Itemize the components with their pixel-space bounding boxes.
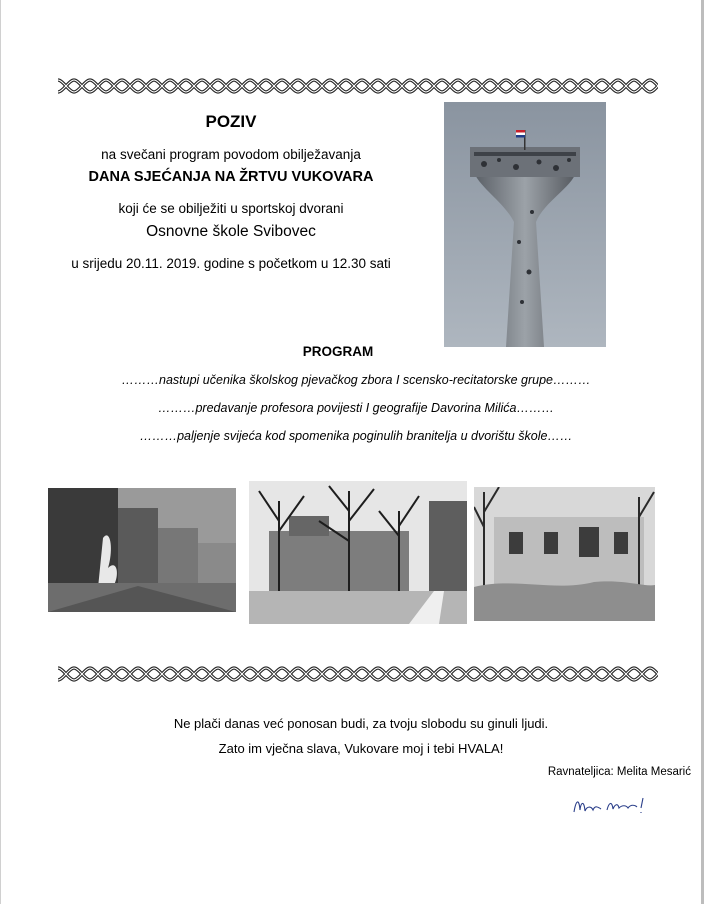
program-item-2: ………predavanje profesora povijesti I geografije Davorina Milića……… bbox=[157, 401, 554, 415]
invitation-line2: koji će se obilježiti u sportskoj dvorani bbox=[118, 201, 344, 216]
school-name: Osnovne škole Svibovec bbox=[146, 223, 316, 240]
ruined-building-photo bbox=[474, 487, 655, 621]
event-headline: DANA SJEĆANJA NA ŽRTVU VUKOVARA bbox=[88, 169, 374, 185]
closing-verse-1: Ne plači danas već ponosan budi, za tvoju slobodu su ginuli ljudi. bbox=[173, 716, 549, 731]
invitation-title: POZIV bbox=[205, 112, 257, 131]
burning-street-photo bbox=[48, 488, 236, 612]
invitation-line1: na svečani program povodom obilježavanja bbox=[101, 147, 361, 162]
damaged-park-photo bbox=[249, 481, 467, 624]
water-tower-photo bbox=[444, 102, 606, 347]
program-heading: PROGRAM bbox=[302, 344, 374, 359]
event-datetime: u srijedu 20.11. 2019. godine s početkom u 12.30 sati bbox=[71, 256, 391, 271]
principal-signature-label: Ravnateljica: Melita Mesarić bbox=[547, 766, 691, 778]
braid-divider-bottom bbox=[58, 665, 658, 683]
handwritten-signature bbox=[571, 790, 651, 820]
program-item-1: ………nastupi učenika školskog pjevačkog zbora I scensko-recitatorske grupe……… bbox=[121, 373, 591, 387]
closing-verse-2: Zato im vječna slava, Vukovare moj i tebi HVALA! bbox=[218, 741, 504, 756]
braid-divider-top bbox=[58, 77, 658, 95]
program-item-3: ………paljenje svijeća kod spomenika poginulih branitelja u dvorištu škole…… bbox=[139, 429, 573, 443]
